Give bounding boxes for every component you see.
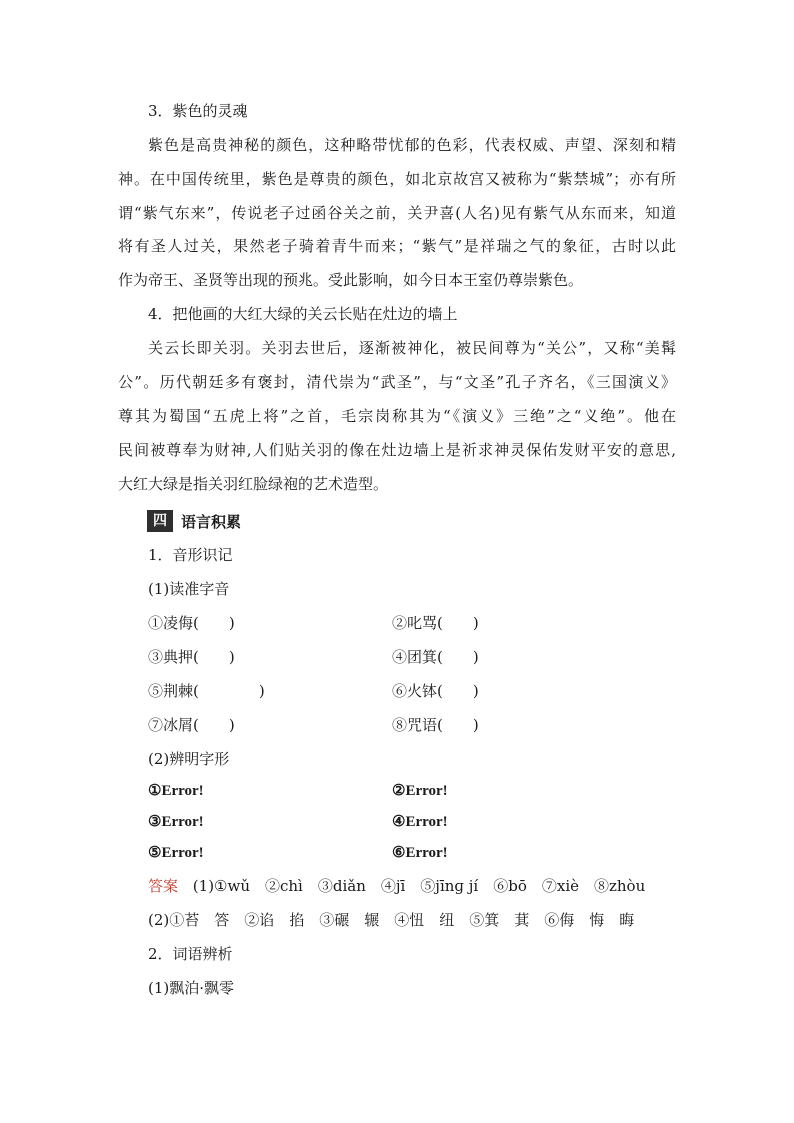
answer-pinyin: (1)①wǔ ②chì ③diǎn ④jī ⑤jīnɡ jí ⑥bō ⑦xiè ⑧zhòu xyxy=(192,877,646,895)
shape-item-3: ③Error! xyxy=(148,814,204,830)
shape-item-5: ⑤Error! xyxy=(148,845,204,861)
subsection-1a-title: (1)读准字音 xyxy=(148,580,230,598)
subsection-2-title: 2．词语辨析 xyxy=(148,945,233,963)
language-heading-title: 语言积累 xyxy=(181,512,242,531)
section-number-badge: 四 xyxy=(147,510,173,532)
section4-line-4: 民间被尊奉为财神,人们贴关羽的像在灶边墙上是祈求神灵保佑发财平安的意思, xyxy=(118,441,676,459)
shape-item-2: ②Error! xyxy=(392,783,448,799)
answer-label: 答案 xyxy=(148,877,179,895)
section4-line-3: 尊其为蜀国“五虎上将”之首，毛宗岗称其为“《演义》三绝”之“义绝”。他在 xyxy=(118,407,676,425)
pronounce-item-5: ⑤荆棘( ) xyxy=(148,682,265,700)
shape-item-4: ④Error! xyxy=(392,814,448,830)
pronounce-item-3: ③典押( ) xyxy=(148,648,235,666)
section3-title: 3．紫色的灵魂 xyxy=(148,102,248,120)
subsection-2a-title: (1)飘泊·飘零 xyxy=(148,979,235,997)
pronounce-item-7: ⑦冰屑( ) xyxy=(148,716,235,734)
section3-line-3: 谓“紫气东来”，传说老子过函谷关之前，关尹喜(人名)见有紫气从东而来，知道 xyxy=(118,204,676,222)
section4-line-2: 公”。历代朝廷多有褒封，清代崇为“武圣”，与“文圣”孔子齐名，《三国演义》 xyxy=(118,373,676,391)
pronounce-item-1: ①凌侮( ) xyxy=(148,614,235,632)
pronounce-item-4: ④团箕( ) xyxy=(392,648,479,666)
subsection-1-title: 1．音形识记 xyxy=(148,546,233,564)
language-heading xyxy=(147,510,241,532)
section4-line-5: 大红大绿是指关羽红脸绿袍的艺术造型。 xyxy=(118,475,389,493)
shape-item-6: ⑥Error! xyxy=(392,845,448,861)
answer-line-1 xyxy=(148,876,645,896)
section4-title: 4．把他画的大红大绿的关云长贴在灶边的墙上 xyxy=(148,305,458,323)
answer-line-2: (2)①苔 答 ②谄 掐 ③碾 辗 ④忸 纽 ⑤箕 萁 ⑥侮 悔 晦 xyxy=(148,911,635,929)
pronounce-item-2: ②叱骂( ) xyxy=(392,614,479,632)
section3-line-1: 紫色是高贵神秘的颜色，这种略带忧郁的色彩，代表权威、声望、深刻和精 xyxy=(148,136,676,154)
pronounce-item-8: ⑧咒语( ) xyxy=(392,716,479,734)
section3-line-4: 将有圣人过关，果然老子骑着青牛而来；“紫气”是祥瑞之气的象征，古时以此 xyxy=(118,237,676,255)
section3-line-2: 神。在中国传统里，紫色是尊贵的颜色，如北京故宫又被称为“紫禁城”；亦有所 xyxy=(118,170,676,188)
section4-line-1: 关云长即关羽。关羽去世后，逐渐被神化，被民间尊为“关公”，又称“美髯 xyxy=(148,339,676,357)
pronounce-item-6: ⑥火钵( ) xyxy=(392,682,479,700)
shape-item-1: ①Error! xyxy=(148,783,204,799)
subsection-1b-title: (2)辨明字形 xyxy=(148,750,230,768)
section3-line-5: 作为帝王、圣贤等出现的预兆。受此影响，如今日本王室仍尊崇紫色。 xyxy=(118,271,584,289)
